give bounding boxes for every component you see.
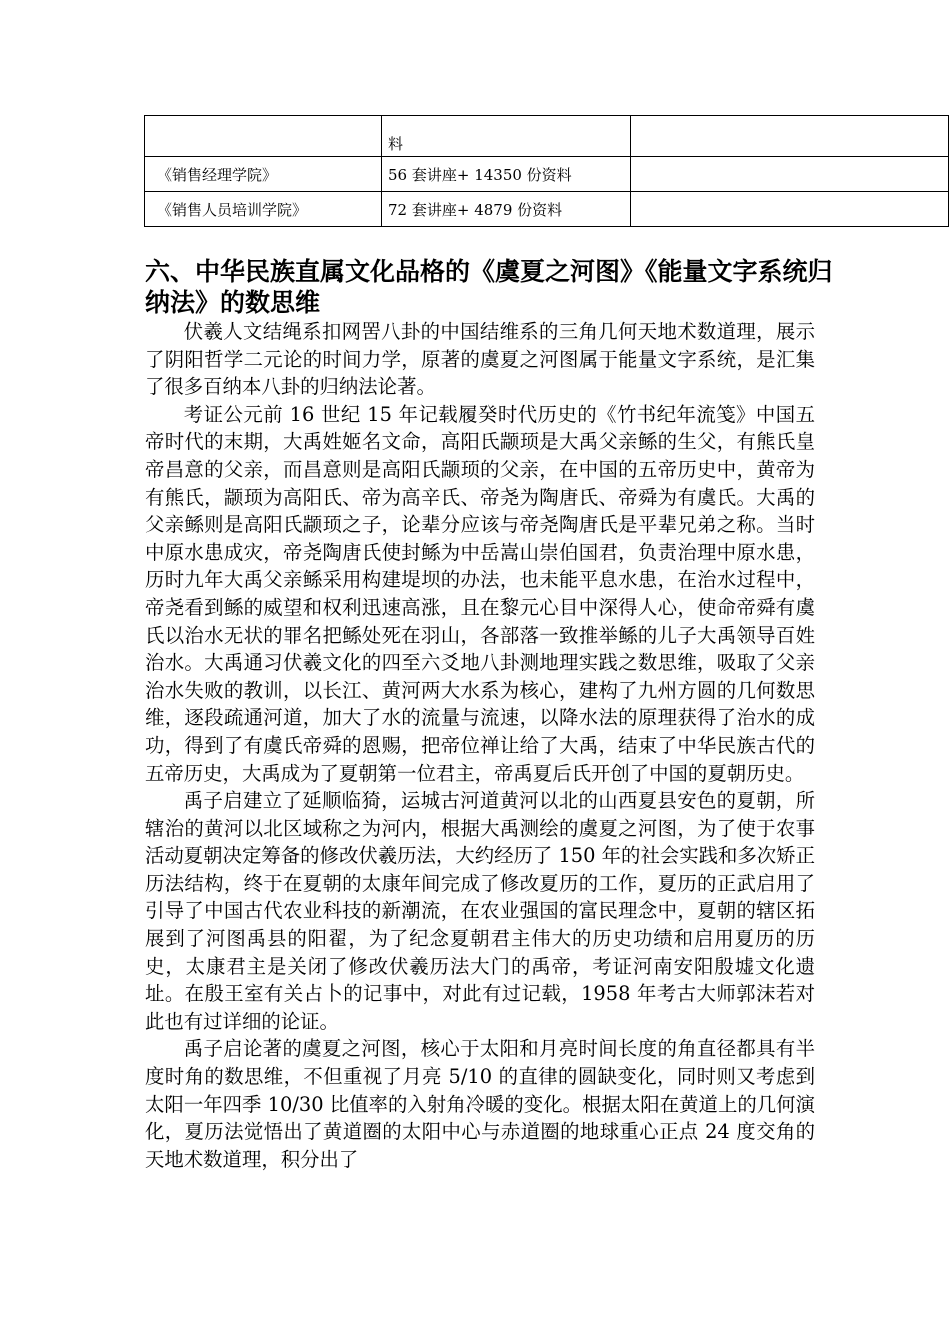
resource-table: [144, 115, 949, 227]
body-text: [145, 318, 815, 1173]
paragraph: 伏羲人文结绳系扣网罟八卦的中国结维系的三角几何天地术数道理，展示了阴阳哲学二元论的时间力学，原著的虞夏之河图属于能量文字系统，是汇集了很多百纳本八卦的归纳法论著。: [145, 320, 815, 399]
table-cell: 56 套讲座+ 14350 份资料: [382, 157, 631, 192]
table-cell: 《销售人员培训学院》: [145, 192, 382, 227]
paragraph: 考证公元前 16 世纪 15 年记载履癸时代历史的《竹书纪年流笺》中国五帝时代的末期，大禹姓姬名文命，高阳氏颛顼是大禹父亲鲧的生父，有熊氏皇帝昌意的父亲，而昌意则是高阳氏颛顼的父亲，在中国的五帝历史中，黄帝为有熊氏，颛顼为高阳氏、帝为高辛氏、帝尧为陶唐氏、帝舜为有虞氏。大禹的父亲鲧则是高阳氏颛顼之子，论辈分应该与帝尧陶唐氏是平辈兄弟之称。当时中原水患成灾，帝尧陶唐氏使封鲧为中岳嵩山崇伯国君，负责治理中原水患，历时九年大禹父亲鲧采用构建堤坝的办法，也未能平息水患，在治水过程中，帝尧看到鲧的威望和权利迅速高涨，且在黎元心目中深得人心，使命帝舜有虞氏以治水无状的罪名把鲧处死在羽山，各部落一致推举鲧的儿子大禹领导百姓治水。大禹通习伏羲文化的四至六爻地八卦测地理实践之数思维，吸取了父亲治水失败的教训，以长江、黄河两大水系为核心，建构了九州方圆的几何数思维，逐段疏通河道，加大了水的流量与流速，以降水法的原理获得了治水的成功，得到了有虞氏帝舜的恩赐，把帝位禅让给了大禹，结束了中华民族古代的五帝历史，大禹成为了夏朝第一位君主，帝禹夏后氏开创了中国的夏朝历史。: [145, 402, 815, 785]
paragraph: 禹子启建立了延顺临猗，运城古河道黄河以北的山西夏县安色的夏朝，所辖治的黄河以北区域称之为河内，根据大禹测绘的虞夏之河图，为了使于农事活动夏朝决定筹备的修改伏羲历法，大约经历了 150 年的社会实践和多次矫正历法结构，终于在夏朝的太康年间完成了修改夏历的工作，夏历的正武启用了引导了中国古代农业科技的新潮流，在农业强国的富民理念中，夏朝的辖区拓展到了河图禹县的阳翟，为了纪念夏朝君主伟大的历史功绩和启用夏历的历史，太康君主是关闭了修改伏羲历法大门的禹帝，考证河南安阳殷墟文化遗址。在殷王室有关占卜的记事中，对此有过记载，1958 年考古大师郭沫若对此也有过详细的论证。: [145, 789, 815, 1033]
table-row: [145, 157, 949, 192]
table-cell: 72 套讲座+ 4879 份资料: [382, 192, 631, 227]
table-row: [145, 116, 949, 157]
table-cell: [631, 192, 949, 227]
table-cell: [631, 157, 949, 192]
table-row: [145, 192, 949, 227]
table-cell: [145, 116, 382, 157]
table-cell: 《销售经理学院》: [145, 157, 382, 192]
table-cell: [631, 116, 949, 157]
paragraph: 禹子启论著的虞夏之河图，核心于太阳和月亮时间长度的角直径都具有半度时角的数思维，不但重视了月亮 5/10 的直律的圆缺变化，同时则又考虑到太阳一年四季 10/30 比值率的入射角冷暖的变化。根据太阳在黄道上的几何演化，夏历法觉悟出了黄道圈的太阳中心与赤道圈的地球重心正点 24 度交角的天地术数道理，积分出了: [145, 1037, 815, 1171]
section-heading: 六、中华民族直属文化品格的《虞夏之河图》《能量文字系统归纳法》的数思维: [145, 257, 833, 317]
table-cell: 料: [382, 116, 631, 157]
